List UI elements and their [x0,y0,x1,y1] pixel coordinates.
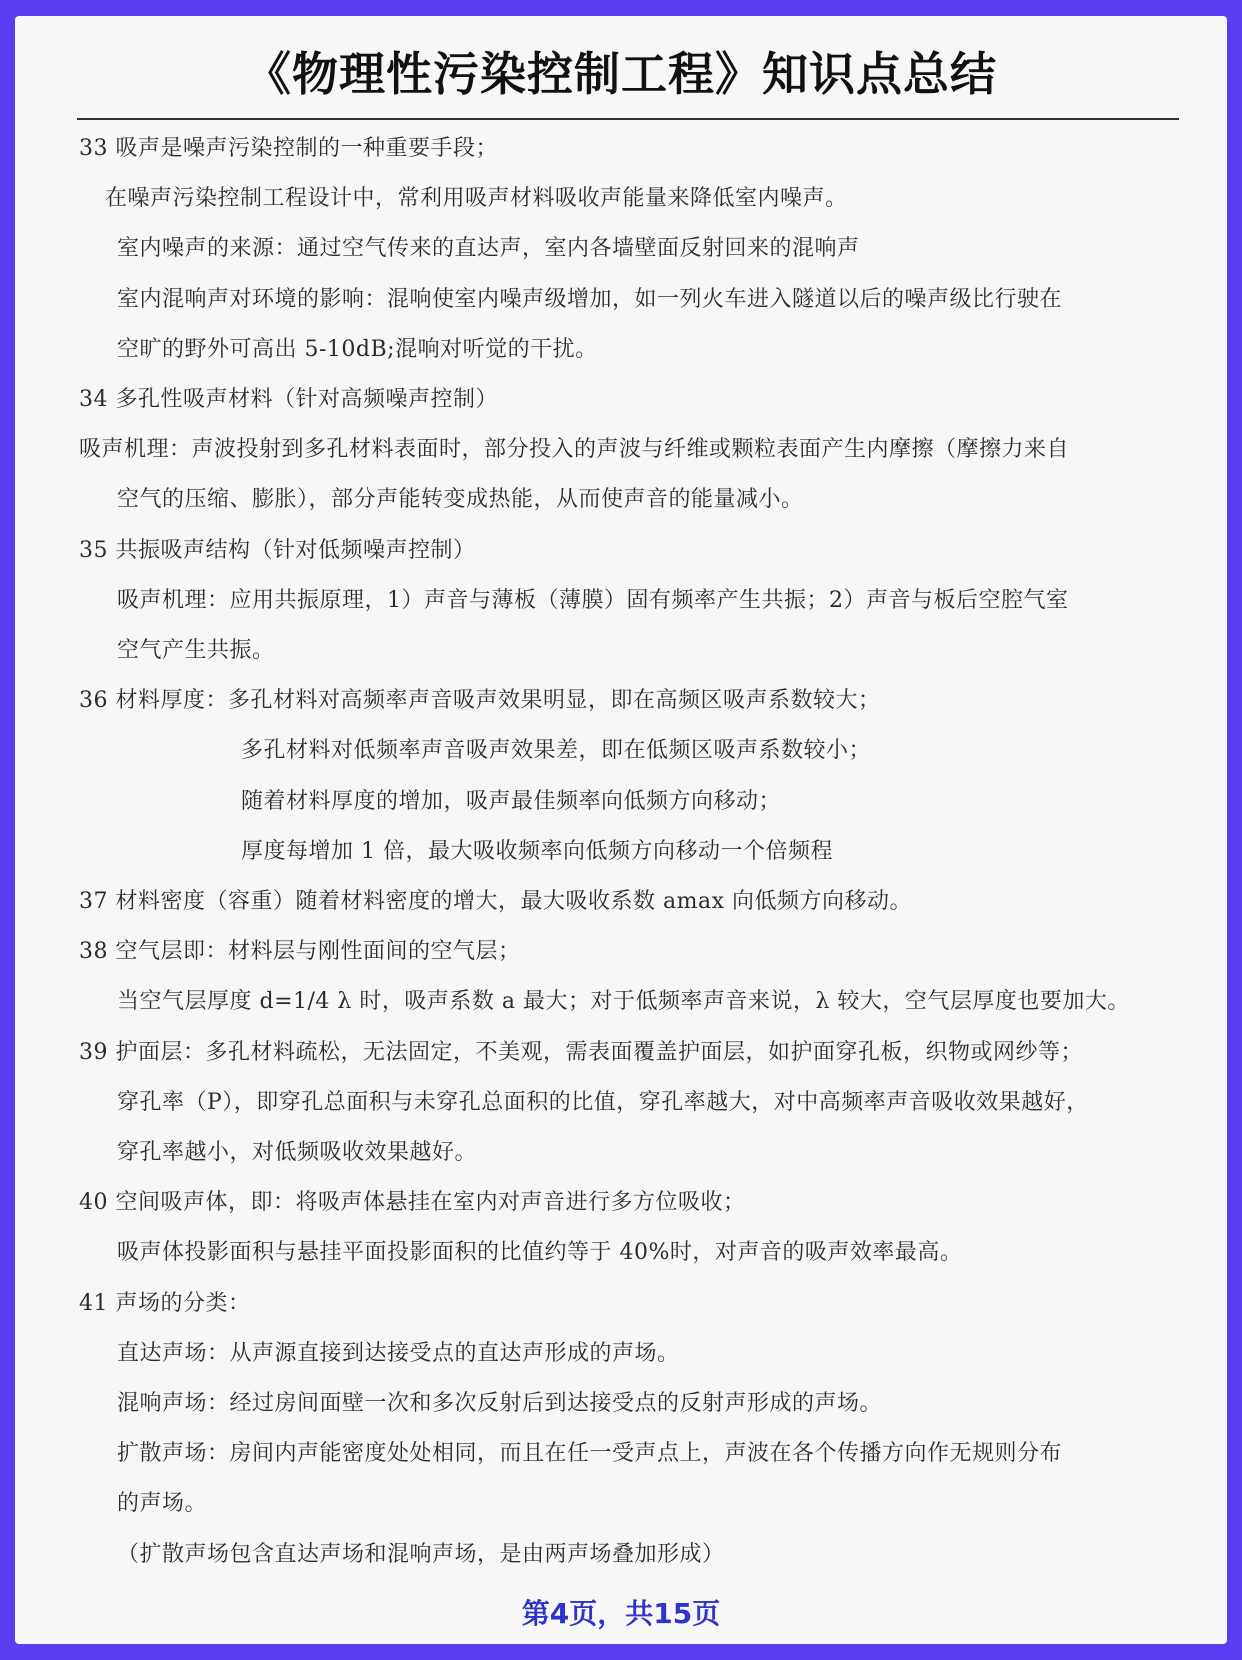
text-line: 吸声机理：应用共振原理，1）声音与薄板（薄膜）固有频率产生共振；2）声音与板后空腔气室 [117,588,1069,613]
text-line: 在噪声污染控制工程设计中，常利用吸声材料吸收声能量来降低室内噪声。 [105,186,848,211]
text-line: 40 空间吸声体，即：将吸声体悬挂在室内对声音进行多方位吸收； [79,1190,746,1215]
text-line: 33 吸声是噪声污染控制的一种重要手段； [79,136,498,161]
text-line: 穿孔率越小，对低频吸收效果越好。 [117,1140,478,1165]
text-line: 混响声场：经过房间面壁一次和多次反射后到达接受点的反射声形成的声场。 [117,1391,883,1416]
text-line: 的声场。 [117,1491,208,1516]
text-line: 空气产生共振。 [117,638,275,663]
text-line: 吸声体投影面积与悬挂平面投影面积的比值约等于 40%时，对声音的吸声效率最高。 [117,1240,963,1265]
text-line: 室内噪声的来源：通过空气传来的直达声，室内各墙壁面反射回来的混响声 [117,236,860,261]
text-line: 直达声场：从声源直接到达接受点的直达声形成的声场。 [117,1341,680,1366]
text-line: 41 声场的分类： [79,1291,251,1316]
text-line: 空气的压缩、膨胀），部分声能转变成热能，从而使声音的能量减小。 [117,487,804,512]
text-line: 吸声机理：声波投射到多孔材料表面时，部分投入的声波与纤维或颗粒表面产生内摩擦（摩擦力来自 [79,437,1070,462]
document-title: 《物理性污染控制工程》知识点总结 [245,47,997,101]
page-indicator: 第4页，共15页 [521,1597,721,1630]
text-line: 39 护面层：多孔材料疏松，无法固定，不美观，需表面覆盖护面层，如护面穿孔板，织物或网纱等； [79,1040,1083,1065]
text-line: 空旷的野外可高出 5-10dB;混响对听觉的干扰。 [117,337,598,362]
text-line: 室内混响声对环境的影响：混响使室内噪声级增加，如一列火车进入隧道以后的噪声级比行驶在 [117,287,1063,312]
text-line: 36 材料厚度：多孔材料对高频率声音吸声效果明显，即在高频区吸声系数较大； [79,688,881,713]
text-line: 多孔材料对低频率声音吸声效果差，即在低频区吸声系数较小； [241,738,872,763]
text-line: 随着材料厚度的增加，吸声最佳频率向低频方向移动； [241,789,782,814]
text-line: 当空气层厚度 d=1/4 λ 时，吸声系数 a 最大；对于低频率声音来说，λ 较大，空气层厚度也要加大。 [117,989,1130,1014]
text-line: 34 多孔性吸声材料（针对高频噪声控制） [79,387,498,412]
text-line: 38 空气层即：材料层与刚性面间的空气层； [79,939,521,964]
title-divider [77,118,1179,120]
text-line: 扩散声场：房间内声能密度处处相同，而且在任一受声点上，声波在各个传播方向作无规则分布 [117,1441,1063,1466]
text-line: 37 材料密度（容重）随着材料密度的增大，最大吸收系数 amax 向低频方向移动。 [79,889,912,914]
text-line: 厚度每增加 1 倍，最大吸收频率向低频方向移动一个倍频程 [241,839,833,864]
text-line: 穿孔率（P），即穿孔总面积与未穿孔总面积的比值，穿孔率越大，对中高频率声音吸收效果越好， [117,1090,1089,1115]
text-line: 35 共振吸声结构（针对低频噪声控制） [79,538,476,563]
document-page [15,16,1227,1644]
text-line: （扩散声场包含直达声场和混响声场，是由两声场叠加形成） [117,1542,725,1567]
